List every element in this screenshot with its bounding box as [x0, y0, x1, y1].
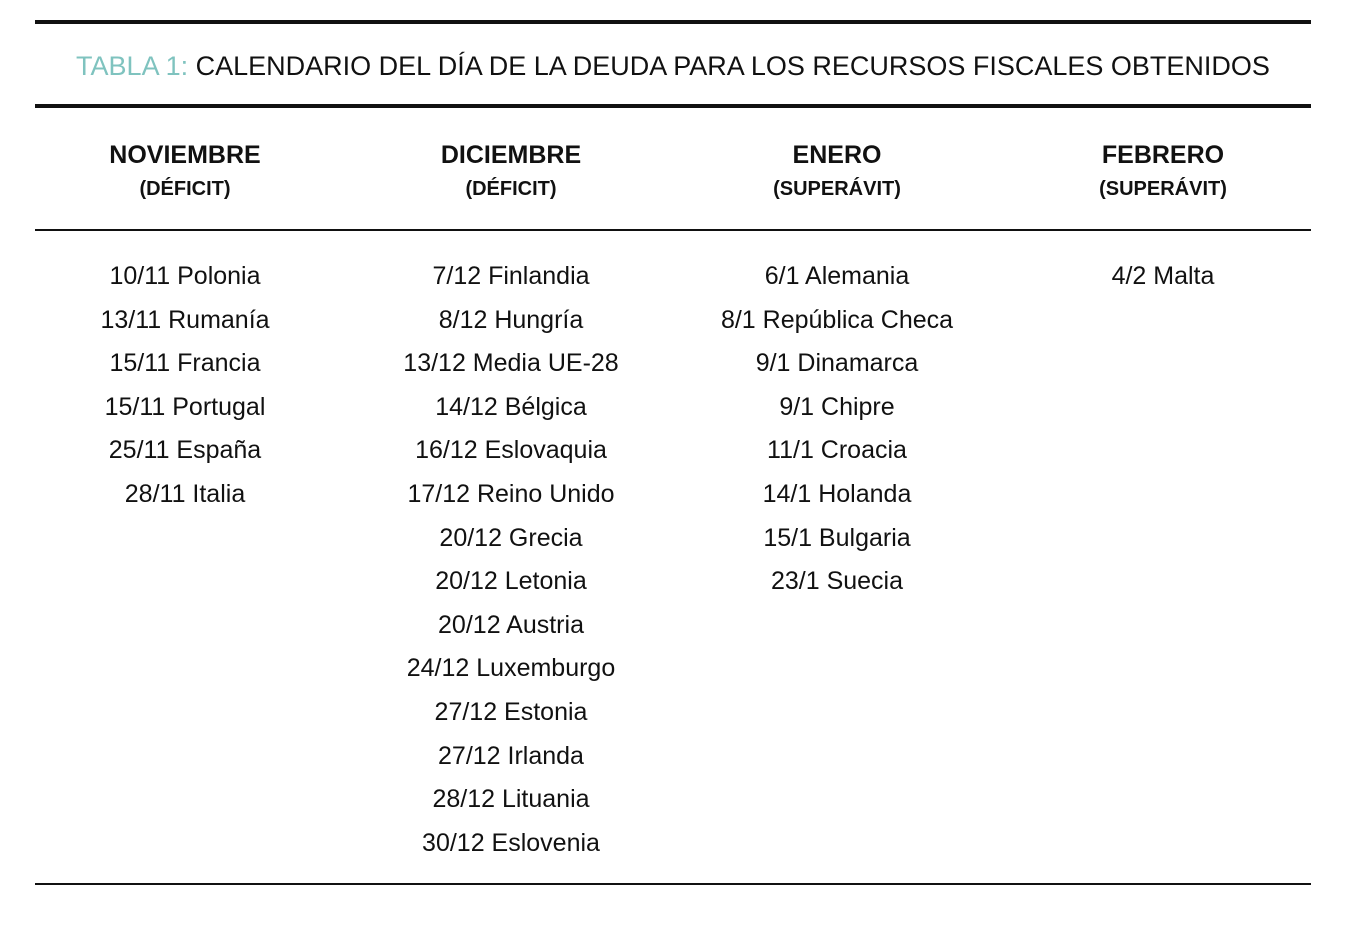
table-entry: 11/1 Croacia — [767, 436, 907, 465]
table-entry: 14/1 Holanda — [762, 479, 912, 508]
table-entry: 7/12 Finlandia — [432, 262, 590, 290]
table-entry: 27/12 Irlanda — [438, 741, 584, 770]
table-entry: 30/12 Eslovenia — [422, 828, 600, 857]
table-entry: 28/12 Lituania — [432, 785, 590, 814]
table-title-text: CALENDARIO DEL DÍA DE LA DEUDA PARA LOS RECURSOS FISCALES OBTENIDOS — [195, 51, 1270, 81]
title-bottom-rule — [35, 104, 1311, 108]
table-entry: 9/1 Chipre — [779, 392, 895, 421]
column-type: (DÉFICIT) — [139, 178, 231, 200]
table-entry: 15/1 Bulgaria — [763, 523, 911, 552]
table-entry: 9/1 Dinamarca — [755, 349, 919, 378]
column-entries-enero — [674, 255, 1000, 604]
table-entry: 17/12 Reino Unido — [407, 479, 615, 508]
table-entry: 13/11 Rumanía — [100, 305, 270, 334]
table-entry: 16/12 Eslovaquia — [415, 436, 607, 465]
header-bottom-rule — [35, 229, 1311, 231]
table-entry: 20/12 Austria — [438, 610, 584, 639]
column-month: FEBRERO — [1101, 141, 1225, 169]
column-type: (SUPERÁVIT) — [773, 178, 901, 200]
table-entry: 20/12 Letonia — [435, 567, 587, 596]
bottom-rule — [35, 883, 1311, 885]
table-entry: 28/11 Italia — [124, 479, 246, 508]
table-entry: 13/12 Media UE-28 — [403, 349, 619, 378]
column-month: DICIEMBRE — [440, 141, 582, 169]
column-entries-noviembre — [22, 255, 348, 517]
column-entries-febrero — [1000, 255, 1326, 299]
column-header-noviembre — [22, 138, 348, 206]
column-month: NOVIEMBRE — [109, 141, 261, 169]
table-entry: 23/1 Suecia — [770, 567, 904, 596]
column-header-febrero — [1000, 138, 1326, 206]
table-entry: 24/12 Luxemburgo — [406, 654, 616, 683]
table-entry: 8/1 República Checa — [720, 305, 954, 334]
column-header-enero — [674, 138, 1000, 206]
column-month: ENERO — [792, 141, 882, 169]
table-entry: 15/11 Francia — [109, 349, 261, 378]
top-rule — [35, 20, 1311, 24]
table-entry: 25/11 España — [108, 436, 262, 465]
table-entry: 4/2 Malta — [1111, 262, 1215, 290]
table-entry: 8/12 Hungría — [438, 305, 584, 334]
table-entry: 20/12 Grecia — [439, 523, 583, 552]
table-entry: 6/1 Alemania — [764, 262, 910, 290]
column-type: (DÉFICIT) — [465, 178, 557, 200]
table-entry: 15/11 Portugal — [104, 392, 266, 421]
table-entry: 10/11 Polonia — [109, 262, 261, 290]
table-entry: 14/12 Bélgica — [435, 392, 587, 421]
table-entry: 27/12 Estonia — [434, 697, 588, 726]
table-title-prefix: TABLA 1: — [76, 51, 189, 81]
column-type: (SUPERÁVIT) — [1099, 178, 1227, 200]
column-header-diciembre — [348, 138, 674, 206]
column-entries-diciembre — [348, 255, 674, 865]
table-title — [35, 48, 1311, 84]
